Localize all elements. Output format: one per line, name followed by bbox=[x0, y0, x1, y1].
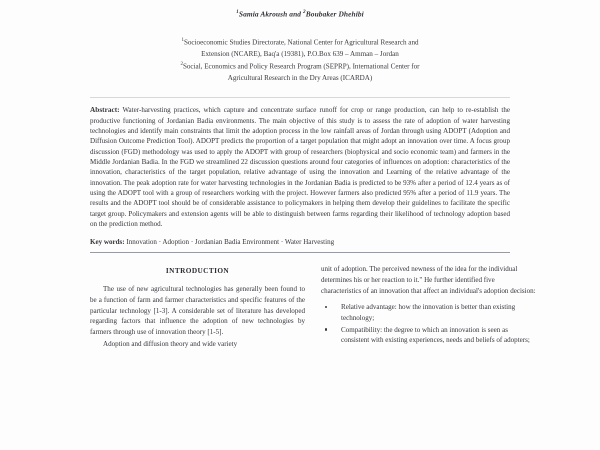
column-right bbox=[321, 264, 536, 350]
affiliation-block bbox=[90, 37, 510, 84]
keywords-line bbox=[90, 238, 510, 246]
abstract-label: Abstract: bbox=[90, 105, 120, 115]
keywords-values: Innovation · Adoption · Jordanian Badia Environment · Water Harvesting bbox=[124, 238, 335, 247]
bullet-icon bbox=[325, 306, 327, 308]
author-name-1: Samia Akroush bbox=[238, 9, 288, 19]
bullet-icon bbox=[325, 328, 327, 330]
affiliation-1-line-2: Extension (NCARE), Baq'a (19381), P.O.Box 639 – Amman – Jordan bbox=[201, 50, 399, 59]
list-item bbox=[321, 302, 536, 323]
affiliation-1-line-1 bbox=[90, 37, 510, 49]
abstract-paragraph bbox=[90, 105, 510, 229]
list-item bbox=[321, 325, 536, 346]
affiliation-marker-2: 2 bbox=[180, 61, 183, 67]
affiliation-2-line-1 bbox=[90, 61, 510, 73]
author-marker-2: 2 bbox=[303, 9, 306, 15]
keywords-label: Key words: bbox=[90, 238, 125, 247]
author-name-2: Boubaker Dhehibi bbox=[305, 9, 364, 19]
column-left bbox=[90, 264, 305, 350]
right-paragraph-1: unit of adoption. The perceived newness of the idea for the individual determines his or her reaction to it." He further identified five characteristics of an innovation that affect an individual's adoption decision: bbox=[321, 265, 536, 295]
abstract-text: Water-harvesting practices, which capture and concentrate surface runoff for crop or range production, can help to re-establish the productive functioning of Jordanian Badia environments. The main objective of this study is to assess the rate of adoption of water harvesting technologies and identify main constraints that limit the adoption process in the low rainfall areas of Jordan through using ADOPT (Adoption and Diffusion Outcome Prediction Tool). ADOPT predicts the proportion of a target population that might adopt an innovation over time. A focus group discussion (FGD) methodology was used to apply the ADOPT with group of researchers (biophysical and socio economic team) and farmers in the Middle Jordanian Badia. In the FGD we streamlined 22 discussion questions around four categories of influences on adoption: characteristics of the innovation, characteristics of the target population, relative advantage of using the innovation and Learning of the relative advantage of the innovation. The peak adoption rate for water harvesting technologies in the Jordanian Badia is predicted to be 93% after a period of 12.4 years as of using the ADOPT tool with a group of researchers working with the project. However farmers also predicted 95% after a period of 11.9 years. The results and the ADOPT tool should be of considerable assistance to policymakers in helping them develop their guidelines to facilitate the specific target group. Policymakers and extension agents will be able to distinguish between farms regarding their likelihood of technology adoption based on the prediction method. bbox=[90, 106, 510, 228]
affiliation-1-text-a: Socioeconomic Studies Directorate, National Center for Agricultural Research and bbox=[183, 38, 419, 47]
affiliation-marker-1: 1 bbox=[181, 38, 184, 44]
body-columns bbox=[90, 264, 536, 350]
intro-paragraph-1: The use of new agricultural technologies has generally been found to be a function of farm and farmer characteristics and specific features of the particular technology [1-3]. A considerable set of literature has developed regarding factors that influence the adoption of new technologies by farmers through use of innovation theory [1-5]. bbox=[90, 285, 305, 337]
list-item-text: Relative advantage: how the innovation is better than existing technology; bbox=[341, 303, 516, 323]
author-marker-1: 1 bbox=[236, 9, 239, 15]
innovation-characteristics-list bbox=[321, 302, 536, 346]
list-item-text: Compatibility: the degree to which an innovation is seen as consistent with existing experiences, needs and beliefs of adopters; bbox=[341, 325, 530, 345]
affiliation-2-line-2: Agricultural Research in the Dry Areas (ICARDA) bbox=[227, 73, 373, 82]
intro-paragraph-2: Adoption and diffusion theory and wide variety bbox=[103, 339, 238, 348]
abstract-block bbox=[90, 97, 510, 253]
affiliation-2-text-a: Social, Economics and Policy Research Program (SEPRP), International Center for bbox=[182, 62, 420, 71]
author-line bbox=[90, 0, 510, 18]
author-conjunction: and bbox=[287, 9, 304, 19]
section-heading-introduction: INTRODUCTION bbox=[165, 266, 230, 276]
